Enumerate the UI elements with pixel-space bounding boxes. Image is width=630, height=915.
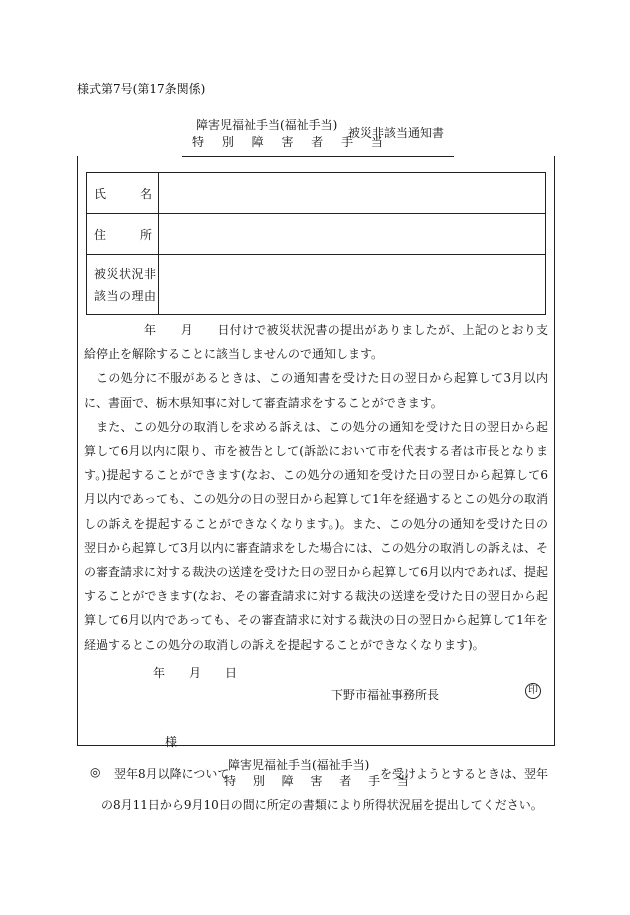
recipient-info-table [86, 172, 546, 315]
reason-value-field[interactable] [159, 255, 546, 315]
addressee-honorific: 様 [165, 735, 178, 749]
notice-body [84, 318, 548, 657]
issuer-office: 下野市福祉事務所長 [331, 688, 440, 702]
note-text-line2: の8月11日から9月10日の間に所定の書類により所得状況届を提出してください。 [101, 798, 543, 812]
title-allowance-line1: 障害児福祉手当(福祉手当) [196, 118, 338, 132]
address-row [87, 214, 546, 255]
body-paragraph-2: この処分に不服があるときは、この通知書を受けた日の翌日から起算して3月以内に、書面で、栃木県知事に対して審査請求をすることができます。 [84, 371, 548, 410]
address-label: 住 所 [87, 214, 159, 255]
name-label: 氏 名 [87, 173, 159, 214]
title-allowance-line2: 特 別 障 害 者 手 当 [192, 135, 390, 149]
address-value-field[interactable] [159, 214, 546, 255]
reason-label: 被災状況非 該当の理由 [87, 255, 159, 315]
note-text-post: を受けようとするときは、翌年 [380, 767, 549, 781]
name-value-field[interactable] [159, 173, 546, 214]
body-paragraph-3: また、この処分の取消しを求める訴えは、この処分の通知を受けた日の翌日から起算して6月以内に限り、市を被告として(訴訟において市を代表する者は市長となります。)提起することができます(なお、この処分の通知を受けた日の翌日から起算して6月以内であっても、この処分の日の翌日から起算して1年を経過するとこの処分の取消しの訴えを提起することができなくなります。)。また、この処分の通知を受けた日の翌日から起算して3月以内に審査請求をした場合には、この処分の取消しの訴えは、その審査請求に対する裁決の送達を受けた日の翌日から起算して6月以内であれば、提起することができます(なお、その審査請求に対する裁決の送達を受けた日の翌日から起算して6月以内であっても、その審査請求に対する裁決の日の翌日から起算して1年を経過するとこの処分の取消しの訴えを提起することができなくなります)。 [84, 419, 548, 652]
issue-date: 年 月 日 [153, 666, 238, 680]
note-text-pre: 翌年8月以降について [114, 767, 230, 781]
title-notice-name: 被災非該当通知書 [348, 126, 445, 140]
body-paragraph-1: 年 月 日付けで被災状況書の提出がありましたが、上記のとおり支給停止を解除することに該当しませんので通知します。 [84, 323, 548, 362]
form-number-label: 様式第7号(第17条関係) [77, 82, 206, 96]
note-allowance-line1: 障害児福祉手当(福祉手当) [228, 758, 370, 772]
note-mark: ◎ [90, 765, 101, 779]
seal-icon: 印 [525, 683, 541, 699]
note-allowance-line2: 特 別 障 害 者 手 当 [224, 774, 416, 788]
name-row [87, 173, 546, 214]
reason-row [87, 255, 546, 315]
